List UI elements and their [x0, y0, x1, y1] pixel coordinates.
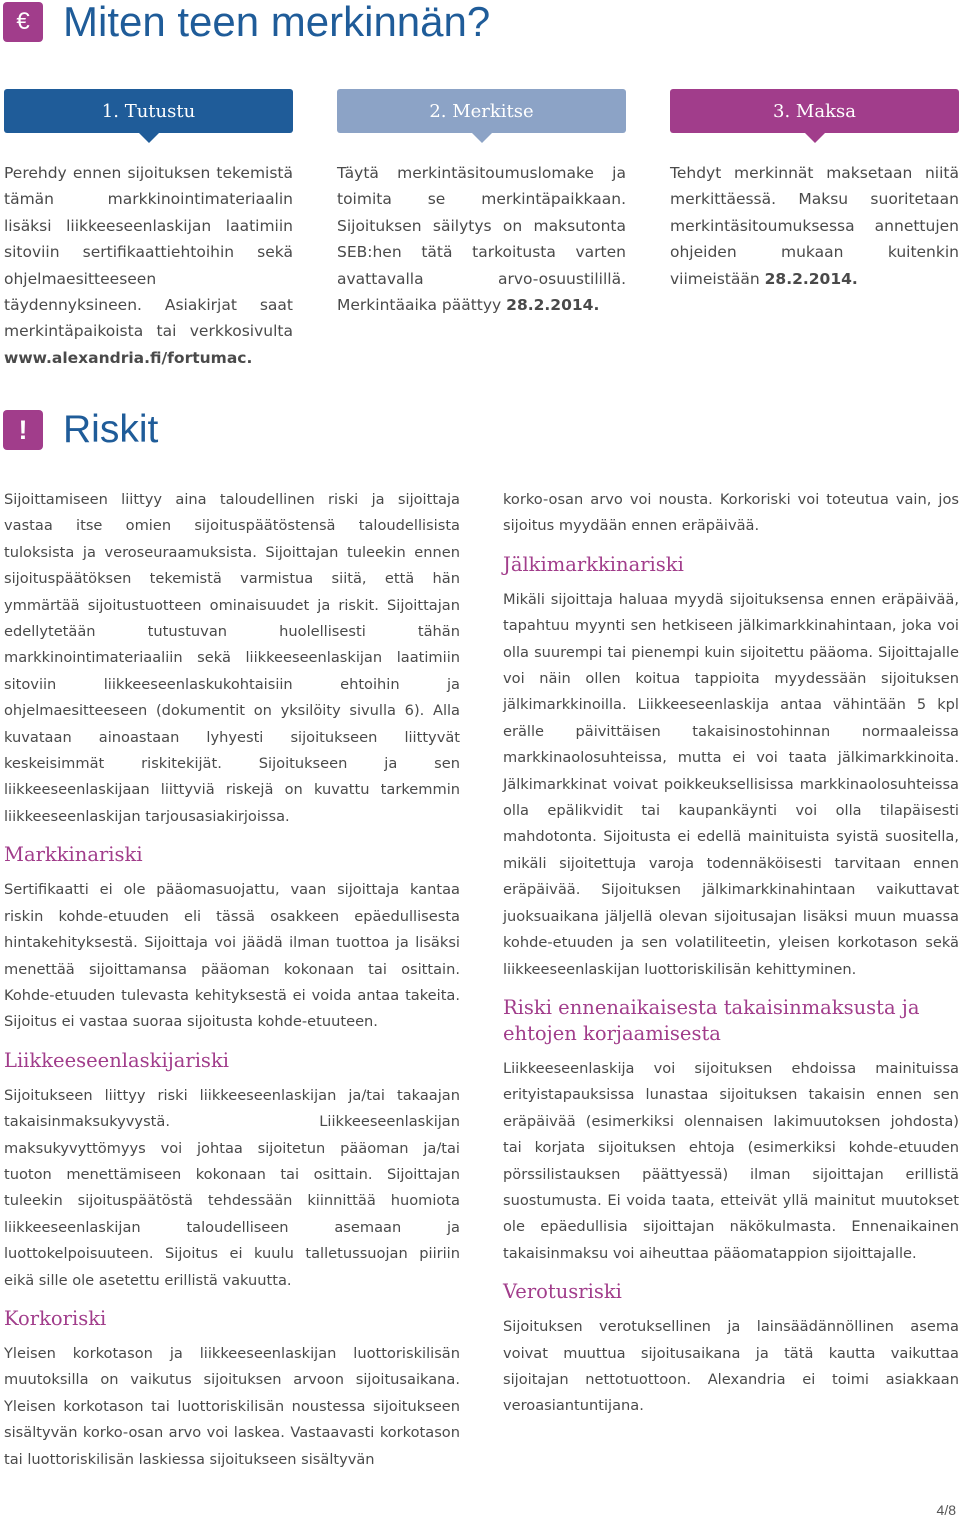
market-risk-text: Sertifikaatti ei ole pääomasuojattu, vaan sijoittaja kantaa riskin kohde-etuuden eli tässä osakkeen epäedullisesta hintakehityksestä. Sijoittaja voi jäädä ilman tuottoa ja lisäksi menettää sijoittamansa pääoman kokonaan tai osittain. Kohde-etuuden tulevasta kehityksestä ei voida antaa takeita. Sijoitus ei vastaa suoraa sijoitusta kohde-etuuteen. — [4, 881, 460, 1031]
exclamation-icon: ! — [3, 410, 43, 450]
issuer-risk-heading: Liikkeeseenlaskijariski — [4, 1048, 229, 1072]
issuer-risk-text: Sijoitukseen liittyy riski liikkeeseenlaskijan ja/tai takaajan takaisinmaksukyvystä. Liikkeeseenlaskijan maksukyvyttömyys voi johtaa sijoitetun pääoman ja/tai tuoton menettämiseen kokonaan tai osittain. Sijoittajan tuleekin sijoituspäätöstä tehdessään kiinnittää huomiota liikkeeseenlaskijan taloudelliseen asemaan ja luottokelpoisuuteen. Sijoitus ei kuulu talletussuojan piiriin eikä sille ole asetettu erillistä vakuutta. — [4, 1086, 460, 1289]
tab-merkitse: 2. Merkitse — [337, 89, 626, 133]
subscription-deadline: 28.2.2014. — [506, 296, 600, 315]
step-1-text: Perehdy ennen sijoituksen tekemistä tämän markkinointimateriaalin lisäksi liikkeeseenlaskijan laatimiin sitoviin sertifikaattiehtoihin sekä ohjelmaesitteeseen täydennyksineen. Asiakirjat saat merkintäpaikoista tai verkkosivulta www.alexandria.fi/fortumac. — [4, 164, 293, 367]
tax-risk-heading: Verotusriski — [503, 1280, 622, 1304]
market-risk-heading: Markkinariski — [4, 843, 143, 867]
risks-intro: Sijoittamiseen liittyy aina taloudellinen riski ja sijoittaja vastaa itse omien sijoituspäätöstensä taloudellisista tuloksista ja veroseuraamuksista. Sijoittajan tuleekin ennen sijoituspäätöksen tekemistä varmistua siitä, että hän ymmärtää sijoitustuotteen ominaisuudet ja riskit. Sijoittajan edellytetään tutustuvan huolellisesti tähän markkinointimateriaaliin sekä liikkeeseenlaskijan laatimiin sitoviin liikkeeseenlaskukohtaisiin ehtoihin ja ohjelmaesitteeseen (dokumentit on yksilöity sivulla 6). Alla kuvataan ainoastaan lyhyesti sijoitukseen liittyvät keskeisimmät riskitekijät. Sijoitukseen ja sen liikkeeseenlaskijaan liittyviä riskejä on kuvattu tarkemmin liikkeeseenlaskijan tarjousasiakirjoissa. — [4, 491, 460, 825]
secondary-market-risk-heading: Jälkimarkkinariski — [503, 552, 684, 576]
website-link-text: www.alexandria.fi/fortumac. — [4, 348, 253, 367]
interest-risk-heading: Korkoriski — [4, 1306, 107, 1330]
interest-risk-text-continued: korko-osan arvo voi nousta. Korkoriski voi toteutua vain, jos sijoitus myydään ennen eräpäivää. — [503, 491, 959, 535]
step-3-text: Tehdyt merkinnät maksetaan niitä merkittäessä. Maksu suoritetaan merkintäsitoumuksessa annettujen ohjeiden mukaan kuitenkin viimeistään 28.2.2014. — [670, 164, 959, 288]
tab-tutustu: 1. Tutustu — [4, 89, 293, 133]
risks-left-column — [4, 487, 460, 1473]
early-redemption-risk-text: Liikkeeseenlaskija voi sijoituksen ehdoissa mainituissa erityistapauksissa lunastaa sijoituksen takaisin ennen sen eräpäivää (esimerkiksi olennaisen lakimuutoksen johdosta) tai korjata sijoituksen ehtoja (esimerkiksi kohde-etuuden pörssilistauksen päättyessä) ilman sijoittajan erillistä suostumusta. Ei voida taata, etteivät yllä mainitut muutokset ole epäedullisia sijoittajan näkökulmasta. Ennenaikainen takaisinmaksu voi aiheuttaa pääomatappion sijoittajalle. — [503, 1059, 959, 1262]
payment-deadline: 28.2.2014. — [764, 269, 858, 288]
page-title: Miten teen merkinnän? — [63, 0, 491, 45]
page-number: 4/8 — [936, 1502, 956, 1518]
early-redemption-risk-heading: Riski ennenaikaisesta takaisinmaksusta ja ehtojen korjaamisesta — [503, 995, 920, 1045]
secondary-market-risk-text: Mikäli sijoittaja haluaa myydä sijoituksensa ennen eräpäivää, tapahtuu myynti sen hetkiseen jälkimarkkinahintaan, joka voi olla suurempi tai pienempi kuin sijoitettu pääoma. Sijoittajalle voi näin ollen koitua tappioita myydessään sijoituksen jälkimarkkinoilla. Liikkeeseenlaskija antaa vähintään 5 kpl erälle päivittäisen takaisinostohinnan normaaleissa markkinaolosuhteissa, mutta ei voi taata jälkimarkkinoita. Jälkimarkkinat voivat poikkeuksellisissa markkinaolosuhteissa olla epälikvidit tai kaupankäynti voi olla tilapäisesti mahdotonta. Sijoitusta ei edellä mainituista syistä suositella, mikäli sijoitettuja varoja todennäköisesti tarvitaan ennen eräpäivää. Sijoituksen jälkimarkkinahintaan vaikuttavat juoksuaikana jäljellä olevan sijoitusajan lisäksi muun muassa kohde-etuuden ja sen volatiliteetin, yleisen korkotason sekä liikkeeseenlaskijan luottoriskilisän kehittyminen. — [503, 590, 959, 978]
step-2-text: Täytä merkintäsitoumuslomake ja toimita se merkintäpaikkaan. Sijoituksen säilytys on maksutonta SEB:hen tätä tarkoitusta varten avattavalla arvo-osuustilillä. Merkintäaika päättyy 28.2.2014. — [337, 164, 626, 315]
risks-right-column — [503, 487, 959, 1420]
interest-risk-text: Yleisen korkotason ja liikkeeseenlaskijan luottoriskilisän muutoksilla on vaikutus sijoituksen arvoon sijoitusaikana. Yleisen korkotason tai luottoriskilisän noustessa sijoitukseen sisältyvän korko-osan arvo voi laskea. Vastaavasti korkotason tai luottoriskilisän laskiessa sijoitukseen sisältyvän — [4, 1344, 460, 1468]
risks-title: Riskit — [63, 408, 159, 451]
tax-risk-text: Sijoituksen verotuksellinen ja lainsäädännöllinen asema voivat muuttua sijoitusaikana ja tätä kautta vaikuttaa sijoitajan nettotuottoon. Alexandria ei toimi asiakkaan veroasiantuntijana. — [503, 1318, 959, 1415]
euro-icon: € — [3, 2, 43, 42]
tab-maksa: 3. Maksa — [670, 89, 959, 133]
